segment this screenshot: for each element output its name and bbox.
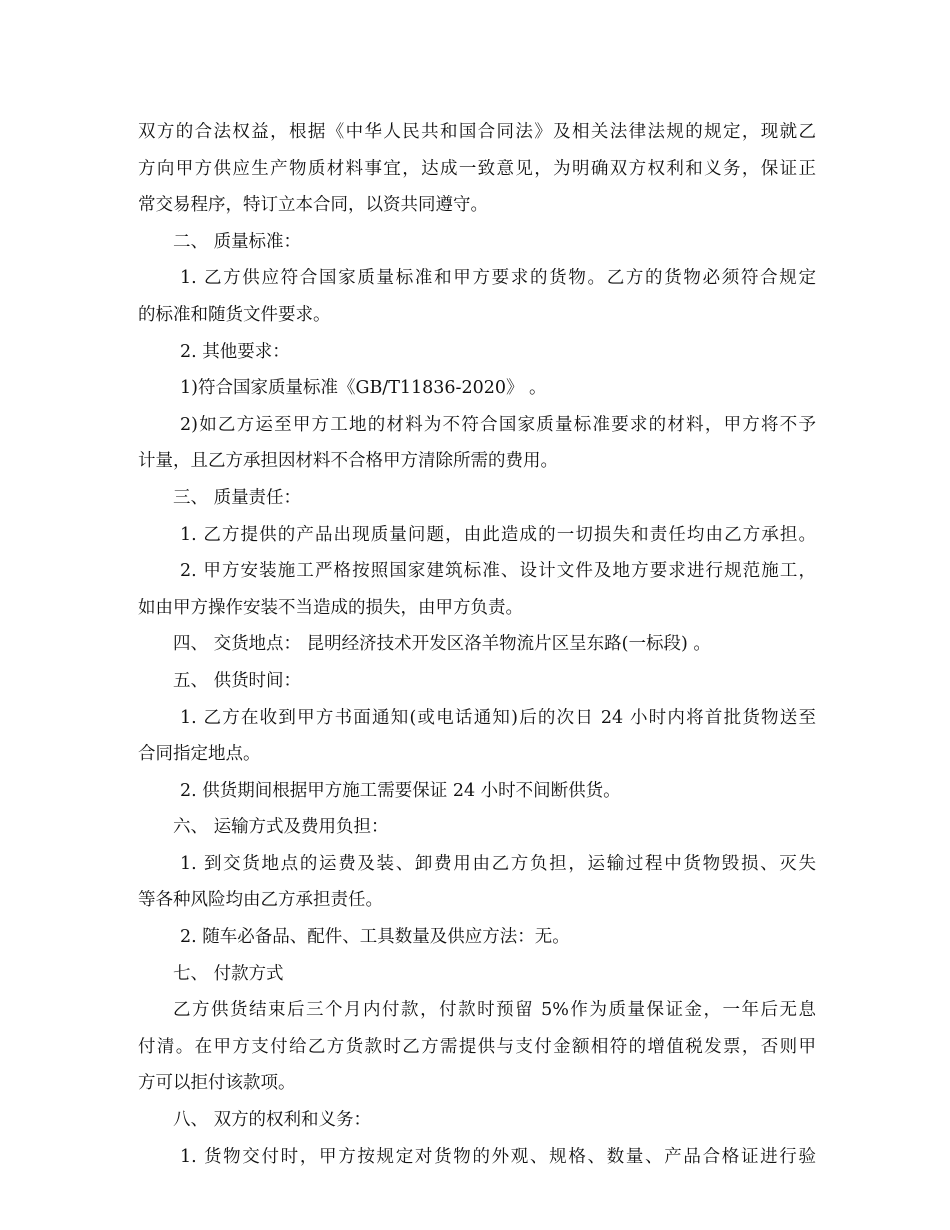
section-heading: 七、 付款方式 <box>173 963 284 984</box>
section-heading: 五、 供货时间： <box>173 670 302 691</box>
body-text-line: 方可以拒付该款项。 <box>138 1073 296 1094</box>
list-item: 2. 随车必备品、配件、工具数量及供应方法：无。 <box>180 927 570 948</box>
body-text-line: 乙方供货结束后三个月内付款，付款时预留 5%作为质量保证金，一年后无息 <box>173 1000 816 1021</box>
body-text-line: 的标准和随货文件要求。 <box>138 304 331 325</box>
body-text-line: 等各种风险均由乙方承担责任。 <box>138 890 383 911</box>
list-item: 2. 其他要求： <box>180 341 290 362</box>
body-text-line: 如由甲方操作安装不当造成的损失，由甲方负责。 <box>138 597 523 618</box>
list-item: 1. 乙方提供的产品出现质量问题，由此造成的一切损失和责任均由乙方承担。 <box>180 524 816 545</box>
list-item: 1. 到交货地点的运费及装、卸费用由乙方负担，运输过程中货物毁损、灭失 <box>180 853 816 874</box>
body-text-line: 方向甲方供应生产物质材料事宜，达成一致意见，为明确双方权利和义务，保证正 <box>138 158 816 179</box>
list-item: 2)如乙方运至甲方工地的材料为不符合国家质量标准要求的材料，甲方将不予 <box>180 414 816 435</box>
body-text-line: 常交易程序，特订立本合同，以资共同遵守。 <box>138 195 488 216</box>
body-text-line: 计量，且乙方承担因材料不合格甲方清除所需的费用。 <box>138 451 558 472</box>
list-item: 1. 乙方供应符合国家质量标准和甲方要求的货物。乙方的货物必须符合规定 <box>180 268 816 289</box>
section-heading: 六、 运输方式及费用负担： <box>173 817 389 838</box>
list-item: 1. 货物交付时，甲方按规定对货物的外观、规格、数量、产品合格证进行验 <box>180 1146 816 1167</box>
section-heading: 四、 交货地点： 昆明经济技术开发区洛羊物流片区呈东路(一标段) 。 <box>173 634 711 655</box>
list-item: 1. 乙方在收到甲方书面通知(或电话通知)后的次日 24 小时内将首批货物送至 <box>180 707 816 728</box>
list-item: 1)符合国家质量标准《GB/T11836-2020》 。 <box>180 378 547 399</box>
section-heading: 八、 双方的权利和义务： <box>173 1110 372 1131</box>
body-text-line: 合同指定地点。 <box>138 744 261 765</box>
body-text-line: 双方的合法权益，根据《中华人民共和国合同法》及相关法律法规的规定，现就乙 <box>138 122 816 142</box>
section-heading: 二、 质量标准： <box>173 231 302 252</box>
section-heading: 三、 质量责任： <box>173 487 302 508</box>
contract-page <box>138 114 816 1175</box>
list-item: 2. 甲方安装施工严格按照国家建筑标准、设计文件及地方要求进行规范施工， <box>180 561 816 582</box>
body-text-line: 付清。在甲方支付给乙方货款时乙方需提供与支付金额相符的增值税发票，否则甲 <box>138 1036 816 1057</box>
list-item: 2. 供货期间根据甲方施工需要保证 24 小时不间断供货。 <box>180 780 621 801</box>
